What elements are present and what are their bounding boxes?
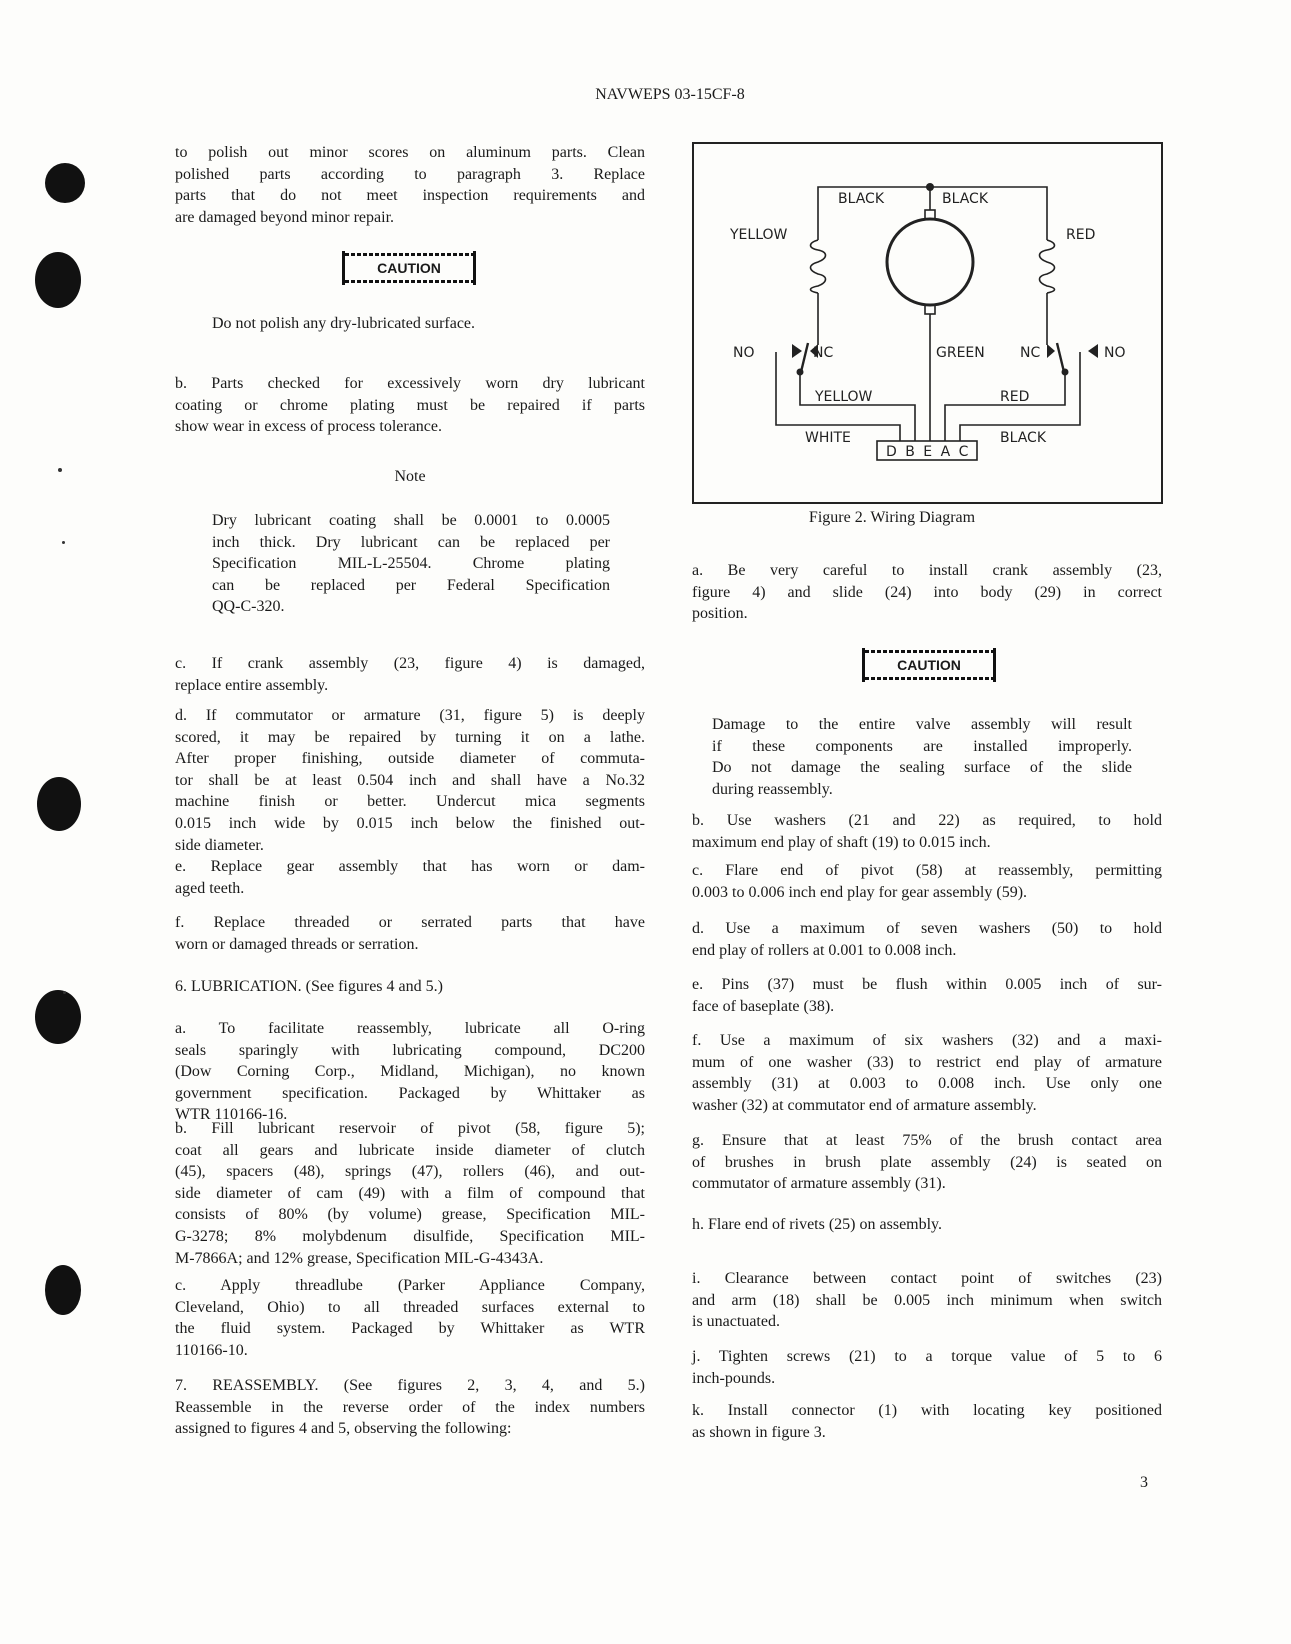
paragraph-7a <box>692 560 1162 625</box>
paragraph-7h <box>692 1214 1162 1236</box>
label-black-bottom: BLACK <box>1000 430 1047 446</box>
paragraph-7k <box>692 1400 1162 1443</box>
text-line: 7. REASSEMBLY. (See figures 2, 3, 4, and 5.) <box>175 1377 645 1394</box>
label-nc-right: NC <box>1020 345 1041 361</box>
text-line: side diameter. <box>175 836 264 854</box>
coil-left <box>811 240 826 293</box>
text-line: polished parts according to paragraph 3. Replace <box>175 165 645 183</box>
text-line: b. Parts checked for excessively worn dry lubricant <box>175 375 645 392</box>
text-line: tor shall be at least 0.504 inch and shall have a No.32 <box>175 771 645 789</box>
text-line: to polish out minor scores on aluminum parts. Clean <box>175 144 645 161</box>
text-line: of brushes in brush plate assembly (24) is seated on <box>692 1153 1162 1171</box>
paragraph-7c <box>692 860 1162 903</box>
paragraph-e <box>175 856 645 899</box>
text-line: Reassemble in the reverse order of the index numbers <box>175 1398 645 1416</box>
punch-hole <box>45 1265 81 1315</box>
text-line: i. Clearance between contact point of switches (23) <box>692 1270 1162 1287</box>
no-contact-right <box>1088 344 1098 358</box>
text-line: aged teeth. <box>175 879 245 897</box>
text-line: consists of 80% (by volume) grease, Specification MIL- <box>175 1206 645 1224</box>
coil-right <box>1040 240 1055 293</box>
text-line: assembly (31) at 0.003 to 0.008 inch. Use only one <box>692 1075 1162 1093</box>
text-line: inch thick. Dry lubricant can be replaced per <box>212 533 610 551</box>
paragraph-polish <box>175 142 645 228</box>
label-nc-left: NC <box>813 345 834 361</box>
text-line: assigned to figures 4 and 5, observing the following: <box>175 1420 512 1438</box>
page-header: NAVWEPS 03-15CF-8 <box>595 86 745 103</box>
text-line: b. Use washers (21 and 22) as required, to hold <box>692 812 1162 829</box>
label-black-right: BLACK <box>942 191 989 207</box>
text-line: f. Replace threaded or serrated parts that have <box>175 914 645 931</box>
text-line: a. To facilitate reassembly, lubricate all O-ring <box>175 1020 645 1037</box>
text-line: 0.015 inch wide by 0.015 inch below the finished out- <box>175 814 645 832</box>
text-line: Damage to the entire valve assembly will result <box>712 716 1132 733</box>
text-line: if these components are installed improperly. <box>712 737 1132 755</box>
paragraph-b <box>175 373 645 438</box>
text-line: are damaged beyond minor repair. <box>175 208 395 226</box>
text-line: seals sparingly with lubricating compound, DC200 <box>175 1041 645 1059</box>
text-line: machine finish or better. Undercut mica segments <box>175 793 645 811</box>
text-line: h. Flare end of rivets (25) on assembly. <box>692 1216 943 1233</box>
text-line: and arm (18) shall be 0.005 inch minimum when switch <box>692 1291 1162 1309</box>
paragraph-7i <box>692 1268 1162 1333</box>
text-line: After proper finishing, outside diameter of commuta- <box>175 750 645 768</box>
label-yellow-top: YELLOW <box>730 227 788 243</box>
note-text <box>212 510 610 618</box>
text-line: worn or damaged threads or serration. <box>175 935 419 953</box>
text-line: Do not damage the sealing surface of the slide <box>712 759 1132 777</box>
caution-text <box>212 313 612 335</box>
speck <box>63 991 66 994</box>
figure-caption: Figure 2. Wiring Diagram <box>808 509 976 526</box>
junction-dot <box>926 183 934 191</box>
note-title: Note <box>394 468 426 485</box>
text-line: replace entire assembly. <box>175 676 329 694</box>
text-line: d. Use a maximum of seven washers (50) to hold <box>692 920 1162 937</box>
punch-hole <box>35 990 81 1044</box>
label-black-left: BLACK <box>838 191 885 207</box>
speck <box>62 541 65 544</box>
text-line: scored, it may be repaired by turning it on a lathe. <box>175 728 645 746</box>
text-line: k. Install connector (1) with locating key positioned <box>692 1402 1162 1419</box>
label-green: GREEN <box>936 345 985 361</box>
text-line: QQ-C-320. <box>212 598 285 616</box>
page-number: 3 <box>1140 1474 1148 1491</box>
text-line: e. Pins (37) must be flush within 0.005 inch of sur- <box>692 976 1162 993</box>
text-line: G-3278; 8% molybdenum disulfide, Specification MIL- <box>175 1227 645 1245</box>
text-line: Cleveland, Ohio) to all threaded surfaces external to <box>175 1298 645 1316</box>
text-line: c. If crank assembly (23, figure 4) is damaged, <box>175 655 645 672</box>
no-contact-left <box>792 344 802 358</box>
text-line: f. Use a maximum of six washers (32) and a maxi- <box>692 1032 1162 1049</box>
paragraph-7f <box>692 1030 1162 1116</box>
caution-text <box>712 714 1132 800</box>
speck <box>58 468 62 472</box>
text-line: inch-pounds. <box>692 1369 776 1387</box>
text-line: parts that do not meet inspection requirements and <box>175 187 645 205</box>
section-6-heading <box>175 976 645 998</box>
paragraph-f <box>175 912 645 955</box>
text-line: c. Apply threadlube (Parker Appliance Company, <box>175 1277 645 1294</box>
punch-hole <box>35 252 81 308</box>
section-7 <box>175 1375 645 1440</box>
text-line: coat all gears and lubricate inside diameter of clutch <box>175 1141 645 1159</box>
text-line: position. <box>692 605 748 623</box>
label-no-right: NO <box>1104 345 1126 361</box>
text-line: coating or chrome plating must be repaired if parts <box>175 396 645 414</box>
text-line: as shown in figure 3. <box>692 1423 826 1441</box>
text-line: mum of one washer (33) to restrict end play of armature <box>692 1053 1162 1071</box>
text-line: d. If commutator or armature (31, figure 5) is deeply <box>175 707 645 724</box>
paragraph-7j <box>692 1346 1162 1389</box>
text-line: Do not polish any dry-lubricated surface. <box>212 315 476 332</box>
caution-box: CAUTION <box>862 648 996 682</box>
text-line: the fluid system. Packaged by Whittaker as WTR <box>175 1320 645 1338</box>
paragraph-7g <box>692 1130 1162 1195</box>
paragraph-7e <box>692 974 1162 1017</box>
text-line: g. Ensure that at least 75% of the brush contact area <box>692 1132 1162 1149</box>
text-line: c. Flare end of pivot (58) at reassembly, permitting <box>692 862 1162 879</box>
punch-hole <box>45 163 85 203</box>
label-white: WHITE <box>805 430 851 446</box>
text-line: show wear in excess of process tolerance. <box>175 418 443 436</box>
label-no-left: NO <box>733 345 755 361</box>
connector-pins: D B E A C <box>886 444 971 460</box>
paragraph-c <box>175 653 645 696</box>
text-line: a. Be very careful to install crank assembly (23, <box>692 562 1162 579</box>
text-line: figure 4) and slide (24) into body (29) in correct <box>692 583 1162 601</box>
punch-hole <box>37 777 81 831</box>
text-line: e. Replace gear assembly that has worn or dam- <box>175 858 645 875</box>
paragraph-6a <box>175 1018 645 1126</box>
paragraph-7b <box>692 810 1162 853</box>
caution-box: CAUTION <box>342 251 476 285</box>
text-line: b. Fill lubricant reservoir of pivot (58, figure 5); <box>175 1120 645 1137</box>
text-line: is unactuated. <box>692 1313 780 1331</box>
wiring-diagram <box>692 142 1163 504</box>
text-line: 110166-10. <box>175 1341 248 1359</box>
text-line: WTR 110166-16. <box>175 1106 288 1124</box>
text-line: side diameter of cam (49) with a film of compound that <box>175 1184 645 1202</box>
text-line: government specification. Packaged by Whittaker as <box>175 1084 645 1102</box>
paragraph-7d <box>692 918 1162 961</box>
text-line: Specification MIL-L-25504. Chrome plating <box>212 555 610 573</box>
text-line: face of baseplate (38). <box>692 997 835 1015</box>
text-line: Dry lubricant coating shall be 0.0001 to 0.0005 <box>212 512 610 529</box>
label-red-bottom: RED <box>1000 389 1030 405</box>
text-line: j. Tighten screws (21) to a torque value of 5 to 6 <box>692 1348 1162 1365</box>
wires <box>776 187 1080 460</box>
text-line: maximum end play of shaft (19) to 0.015 inch. <box>692 833 991 851</box>
text-line: can be replaced per Federal Specification <box>212 576 610 594</box>
text-line: commutator of armature assembly (31). <box>692 1175 946 1193</box>
text-line: (45), spacers (48), springs (47), rollers (46), and out- <box>175 1163 645 1181</box>
text-line: M-7866A; and 12% grease, Specification MIL-G-4343A. <box>175 1249 544 1267</box>
label-yellow-bottom: YELLOW <box>815 389 873 405</box>
text-line: 6. LUBRICATION. (See figures 4 and 5.) <box>175 978 443 995</box>
paragraph-6b <box>175 1118 645 1269</box>
text-line: washer (32) at commutator end of armature assembly. <box>692 1096 1037 1114</box>
text-line: end play of rollers at 0.001 to 0.008 inch. <box>692 941 957 959</box>
label-red-top: RED <box>1066 227 1096 243</box>
paragraph-6c <box>175 1275 645 1361</box>
text-line: 0.003 to 0.006 inch end play for gear assembly (59). <box>692 883 1028 901</box>
text-line: (Dow Corning Corp., Midland, Michigan), no known <box>175 1063 645 1081</box>
text-line: during reassembly. <box>712 780 833 798</box>
paragraph-d <box>175 705 645 856</box>
